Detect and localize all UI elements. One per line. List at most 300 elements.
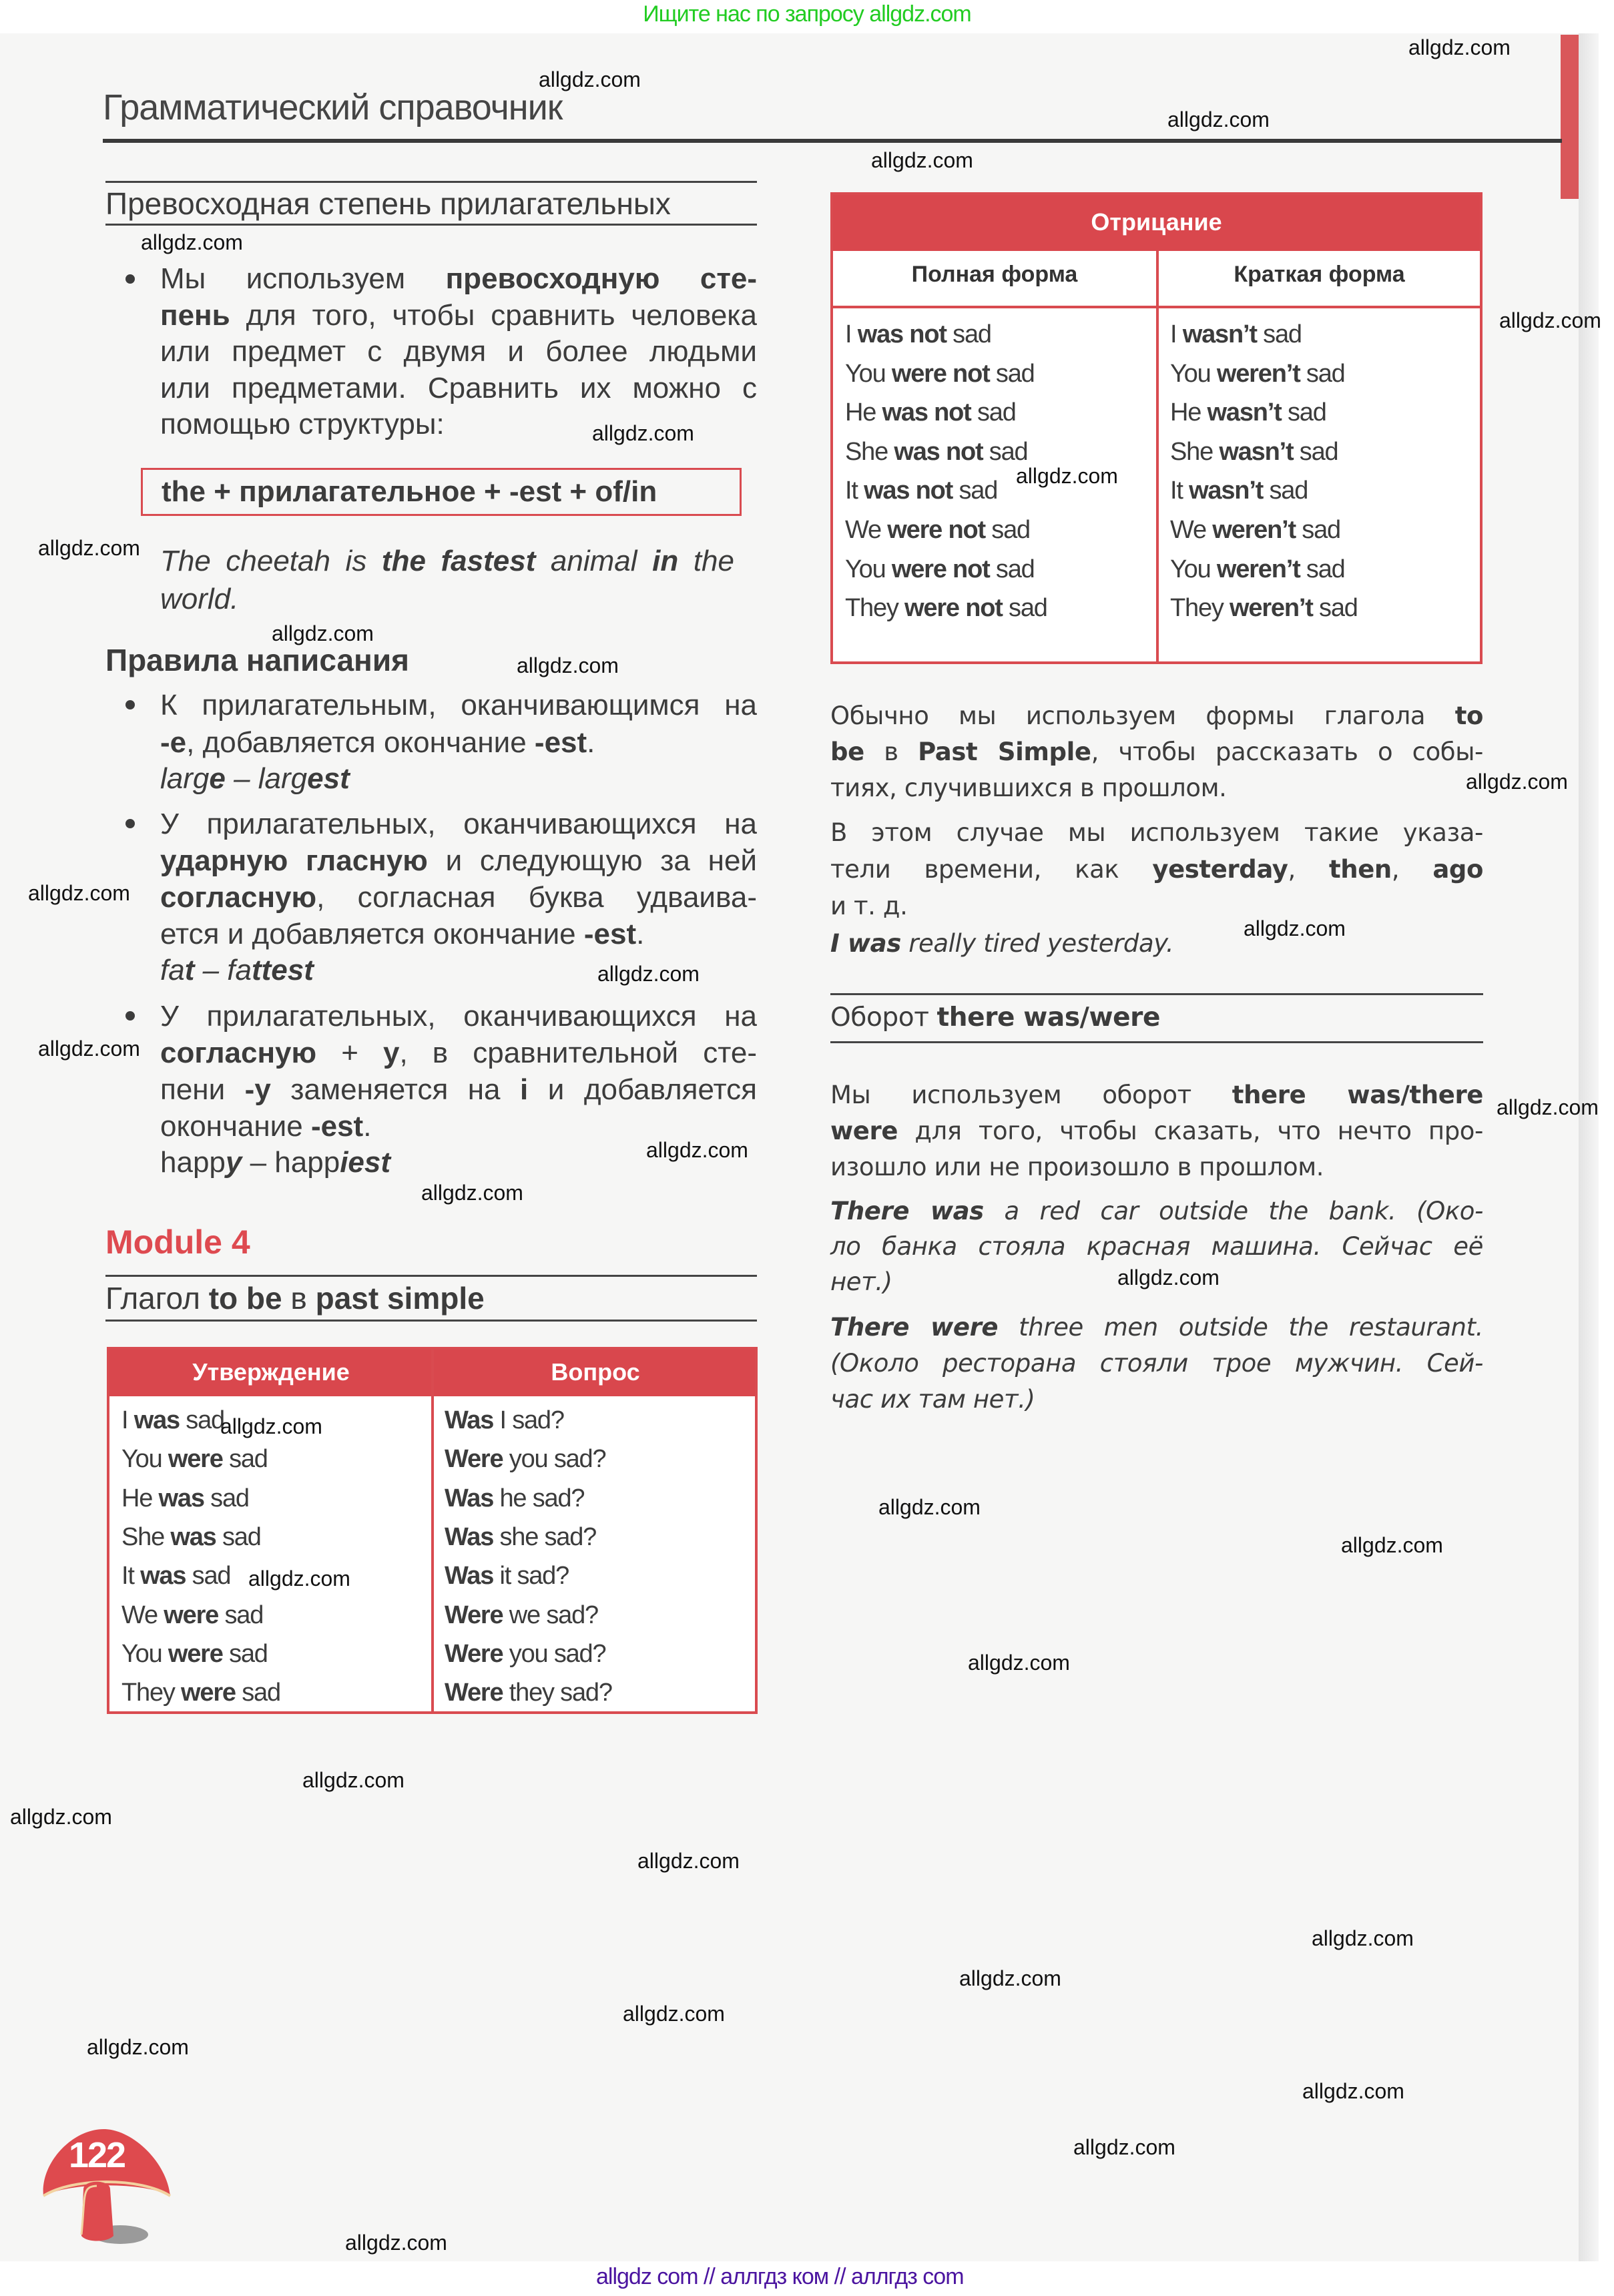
text-run: You — [845, 555, 892, 583]
rule-y-example — [160, 1145, 390, 1181]
text-run: really tired yesterday. — [900, 929, 1174, 958]
text-line — [1170, 553, 1345, 586]
text-run: sad — [222, 1445, 268, 1474]
text-run: Were — [445, 1445, 503, 1474]
text-line — [830, 1346, 1483, 1382]
text-run: There were — [830, 1313, 999, 1342]
text-run: wasn’t — [1189, 477, 1264, 505]
text-run: У прилагательных, оканчивающихся на — [160, 808, 757, 840]
text-run: in — [652, 545, 679, 577]
text-run: – larg — [225, 762, 308, 795]
paragraph-there-was — [830, 1077, 1483, 1185]
watermark: allgdz.com — [272, 621, 374, 645]
text-line — [160, 952, 314, 989]
text-run: were — [830, 1117, 898, 1145]
text-run: , в сравнительной сте- — [399, 1037, 757, 1069]
page-edge-tab — [1561, 35, 1579, 199]
column-header-full: Полная форма — [911, 262, 1078, 287]
table-cell — [445, 1559, 569, 1593]
text-line — [121, 1637, 268, 1671]
text-run: в — [282, 1281, 316, 1316]
text-line — [830, 1113, 1483, 1149]
text-run: пени — [160, 1073, 245, 1106]
text-run: I was — [830, 929, 901, 958]
text-run: there was/there — [1232, 1081, 1483, 1109]
text-run: Were — [445, 1601, 503, 1629]
text-run: then — [1328, 855, 1392, 884]
text-run: Was — [445, 1406, 494, 1434]
text-run: it sad? — [493, 1562, 569, 1591]
text-run: и т. д. — [830, 892, 908, 920]
text-run: Were — [445, 1679, 503, 1707]
page-curl-shade — [1579, 33, 1599, 2261]
example-there-were — [830, 1310, 1483, 1418]
text-run: the + прилагательное + -est + of/in — [162, 475, 657, 508]
text-run: -est — [583, 918, 637, 950]
text-run: Мы используем оборот — [830, 1081, 1232, 1109]
example-sentence — [160, 542, 734, 618]
watermark: allgdz.com — [968, 1651, 1070, 1675]
text-run: ttest — [251, 954, 314, 986]
text-run: Глагол — [105, 1281, 209, 1316]
text-run: для того, чтобы сказать, что нечто про- — [898, 1117, 1483, 1145]
text-line — [160, 687, 757, 724]
text-run: I — [1170, 320, 1183, 348]
footer-links[interactable]: allgdz com // аллгдз ком // аллгдз com — [596, 2264, 964, 2289]
section-title-there-was — [830, 1000, 1160, 1036]
text-line — [160, 1035, 757, 1071]
text-run: there was/were — [936, 1002, 1161, 1033]
text-run: sad — [204, 1484, 249, 1512]
text-line — [1170, 357, 1345, 390]
section-title-to-be — [105, 1280, 485, 1317]
text-line — [160, 542, 734, 580]
text-run: . — [636, 918, 645, 950]
text-run: You — [121, 1639, 168, 1668]
text-run: Were — [445, 1639, 503, 1668]
table-cell — [445, 1482, 584, 1515]
text-line — [160, 370, 757, 407]
text-run: It — [1170, 477, 1189, 505]
table-cell — [445, 1520, 596, 1554]
text-run: ется и добавляется окончание — [160, 918, 584, 950]
text-run: заменяется на — [270, 1073, 521, 1106]
text-run: animal — [535, 545, 653, 577]
text-run: согласную — [160, 1037, 317, 1069]
text-run: sad — [953, 477, 998, 505]
section-divider — [105, 181, 757, 183]
text-run: . — [587, 726, 595, 759]
watermark: allgdz.com — [10, 1805, 112, 1829]
watermark: allgdz.com — [1312, 1926, 1414, 1950]
watermark: allgdz.com — [592, 421, 694, 445]
text-line — [830, 888, 1483, 924]
text-run: we sad? — [503, 1601, 598, 1629]
rule-e-example — [160, 761, 350, 798]
table-cell — [1170, 553, 1345, 586]
text-run: (Около ресторана стояли трое мужчин. Сей- — [830, 1349, 1483, 1378]
text-run: -est — [310, 1110, 364, 1143]
text-run: y — [225, 1146, 242, 1179]
text-run: окончание — [160, 1110, 311, 1143]
watermark: allgdz.com — [1016, 464, 1118, 488]
text-run: were — [168, 1445, 223, 1474]
text-line — [445, 1442, 605, 1476]
page-title: Грамматический справочник — [103, 87, 563, 127]
text-run: was not — [857, 320, 947, 348]
table-cell — [1170, 591, 1358, 625]
header-divider — [833, 306, 1480, 308]
text-run: изошло или не произошло в прошлом. — [830, 1153, 1324, 1181]
text-line — [845, 396, 1016, 429]
text-line — [445, 1637, 605, 1671]
column-header-short: Краткая форма — [1234, 262, 1405, 287]
text-run: ударную гласную — [160, 844, 428, 877]
watermark: allgdz.com — [1117, 1265, 1220, 1289]
text-run: для того, чтобы сравнить человека — [230, 298, 757, 332]
text-line — [1170, 474, 1308, 507]
text-run: the — [678, 545, 734, 577]
text-run: sad — [1256, 320, 1302, 348]
text-run: -est — [534, 726, 587, 759]
table-cell — [445, 1676, 612, 1709]
watermark: allgdz.com — [1466, 770, 1568, 794]
text-line — [121, 1482, 249, 1515]
text-run: , — [1288, 855, 1329, 884]
table-cell — [445, 1404, 564, 1437]
table-cell — [121, 1599, 263, 1632]
text-run: час их там нет.) — [830, 1385, 1035, 1414]
watermark: allgdz.com — [517, 653, 619, 677]
text-run: three men outside the restaurant. — [998, 1313, 1483, 1342]
text-run: sad — [1263, 477, 1308, 505]
text-line — [445, 1482, 584, 1515]
text-run: was not — [894, 437, 983, 466]
text-line — [445, 1520, 596, 1554]
watermark: allgdz.com — [1408, 35, 1511, 59]
text-line — [830, 851, 1483, 888]
text-line — [160, 761, 350, 798]
text-line — [830, 770, 1483, 806]
text-run: sad — [218, 1601, 264, 1629]
text-run: нет.) — [830, 1267, 892, 1296]
text-run: were not — [887, 516, 985, 544]
table-cell — [121, 1637, 268, 1671]
text-run: y — [383, 1037, 400, 1069]
rule-e — [160, 687, 757, 761]
text-line — [845, 553, 1035, 586]
text-line — [160, 879, 757, 916]
text-run: were — [164, 1601, 219, 1629]
text-run: They — [845, 594, 905, 623]
text-run: They — [1170, 594, 1230, 623]
text-line — [160, 806, 757, 842]
text-run: wasn’t — [1207, 398, 1282, 427]
text-run: , согласная буква удваива- — [316, 881, 757, 914]
text-run: I — [845, 320, 858, 348]
text-line — [105, 1280, 485, 1317]
text-run: тели времени, как — [830, 855, 1153, 884]
watermark: allgdz.com — [1073, 2135, 1175, 2159]
table-cell — [845, 553, 1035, 586]
table-cell — [845, 318, 991, 351]
text-run: weren’t — [1216, 359, 1300, 388]
text-run: was — [140, 1562, 186, 1591]
text-run: i — [520, 1073, 529, 1106]
text-run: sad — [946, 320, 991, 348]
text-run: to — [1454, 701, 1483, 730]
column-header-question: Вопрос — [551, 1358, 640, 1386]
column-divider — [431, 1350, 434, 1714]
text-run: sad — [1281, 398, 1326, 427]
text-run: They — [121, 1679, 182, 1707]
table-cell — [845, 474, 997, 507]
watermark: allgdz.com — [38, 536, 140, 560]
paragraph-superlative — [160, 261, 757, 443]
text-run: I — [121, 1406, 134, 1434]
text-run: You — [1170, 555, 1217, 583]
text-run: He — [1170, 398, 1207, 427]
table-cell — [1170, 396, 1326, 429]
text-run: were — [168, 1639, 223, 1668]
text-line — [830, 1193, 1483, 1229]
text-run: ло банка стояла красная машина. Сейчас её — [830, 1232, 1483, 1261]
table-affirmative-question — [107, 1347, 758, 1714]
text-run: She — [845, 437, 894, 466]
text-run: sad — [1312, 594, 1358, 623]
header-divider — [103, 139, 1562, 143]
text-line — [830, 1382, 1483, 1418]
text-run: , чтобы рассказать о собы- — [1091, 738, 1483, 766]
text-run: тиях, случившихся в прошлом. — [830, 774, 1227, 802]
table-cell — [1170, 357, 1345, 390]
text-run: пень — [160, 298, 230, 332]
text-line — [845, 435, 1027, 469]
text-run: We — [845, 516, 888, 544]
watermark: allgdz.com — [597, 962, 700, 986]
text-line — [445, 1404, 564, 1437]
text-run: wasn’t — [1182, 320, 1257, 348]
text-run: wasn’t — [1219, 437, 1294, 466]
table-cell — [121, 1520, 261, 1554]
text-run: We — [121, 1601, 164, 1629]
bullet-icon — [125, 700, 135, 709]
section-divider — [830, 1041, 1483, 1043]
text-line — [845, 318, 991, 351]
watermark: allgdz.com — [421, 1181, 523, 1205]
text-run: -y — [244, 1073, 271, 1106]
rule-y — [160, 998, 757, 1145]
text-line — [121, 1599, 263, 1632]
text-run: У прилагательных, оканчивающихся на — [160, 1000, 757, 1033]
text-run: fa — [160, 954, 185, 986]
text-run: в — [864, 738, 918, 766]
text-line — [830, 1310, 1483, 1346]
text-line — [160, 724, 757, 762]
text-line — [121, 1442, 268, 1476]
text-line — [160, 261, 757, 298]
watermark: allgdz.com — [1244, 916, 1346, 940]
example-sentence — [830, 926, 1173, 962]
text-run: sad — [235, 1679, 280, 1707]
text-run: you sad? — [503, 1445, 606, 1474]
text-run: was — [133, 1406, 180, 1434]
text-line — [830, 1077, 1483, 1113]
text-run: В этом случае мы используем такие указа- — [830, 818, 1483, 847]
section-title: Превосходная степень прилагательных — [105, 186, 671, 221]
table-cell — [1170, 318, 1302, 351]
text-run: He — [845, 398, 882, 427]
text-run: est — [307, 762, 350, 795]
table-cell — [121, 1559, 230, 1593]
text-line — [160, 334, 757, 370]
text-line — [445, 1559, 569, 1593]
text-run: К прилагательным, оканчивающимся на — [160, 689, 757, 722]
table-cell — [121, 1442, 268, 1476]
text-run: she sad? — [493, 1522, 597, 1551]
table-cell — [845, 396, 1016, 429]
text-run: – happ — [242, 1146, 340, 1179]
bullet-icon — [125, 274, 135, 284]
text-run: be — [830, 738, 864, 766]
text-run: She — [1170, 437, 1220, 466]
text-line — [160, 1145, 390, 1181]
text-line — [845, 513, 1030, 547]
text-run: were not — [891, 359, 990, 388]
text-run: he sad? — [493, 1484, 585, 1512]
text-run: It — [845, 477, 864, 505]
text-run: и добавляется — [528, 1073, 757, 1106]
text-run: помощью структуры: — [160, 408, 445, 441]
paragraph-past-simple — [830, 698, 1483, 806]
rule-double-consonant — [160, 806, 757, 952]
text-run: , добавляется окончание — [186, 726, 535, 759]
text-run: You — [121, 1445, 168, 1474]
text-line — [1170, 318, 1302, 351]
text-line — [162, 470, 740, 514]
text-run: – fa — [194, 954, 252, 986]
table-title-negative: Отрицание — [1091, 208, 1222, 236]
text-run: The cheetah is — [160, 545, 382, 577]
text-run: We — [1170, 516, 1213, 544]
watermark: allgdz.com — [1497, 1095, 1599, 1119]
table-negative — [830, 192, 1483, 664]
text-run: Was — [445, 1484, 494, 1512]
text-run: the fastest — [381, 545, 536, 577]
text-run: Оборот — [830, 1002, 937, 1033]
table-cell — [845, 591, 1047, 625]
text-run: -e — [160, 726, 187, 759]
text-run: was — [158, 1484, 204, 1512]
watermark: allgdz.com — [637, 1849, 740, 1873]
table-cell — [445, 1637, 605, 1671]
table-cell — [121, 1404, 224, 1437]
text-run: She — [121, 1522, 171, 1551]
bullet-icon — [125, 819, 135, 828]
text-run: sad — [216, 1522, 261, 1551]
text-run: There was — [830, 1197, 984, 1225]
section-divider — [830, 993, 1483, 995]
text-run: sad — [989, 555, 1035, 583]
text-run: yesterday — [1152, 855, 1288, 884]
text-run: were not — [904, 594, 1003, 623]
table-header — [833, 195, 1480, 251]
text-line — [121, 1404, 224, 1437]
text-line — [160, 842, 757, 879]
text-run: + — [316, 1037, 383, 1069]
text-run: You — [1170, 359, 1217, 388]
text-run: He — [121, 1484, 159, 1512]
watermark: allgdz.com — [28, 881, 130, 905]
page-number-badge — [33, 2122, 180, 2246]
watermark: allgdz.com — [87, 2035, 189, 2059]
text-run: , — [1391, 855, 1433, 884]
page-number: 122 — [68, 2135, 125, 2175]
watermark: allgdz.com — [959, 1966, 1061, 1990]
watermark: allgdz.com — [38, 1037, 140, 1061]
table-cell — [845, 513, 1030, 547]
text-run: were not — [891, 555, 990, 583]
text-run: sad — [179, 1406, 224, 1434]
column-header-affirmative: Утверждение — [192, 1358, 350, 1386]
table-cell — [845, 357, 1035, 390]
text-line — [830, 1229, 1483, 1264]
table-cell — [1170, 513, 1340, 547]
text-line — [1170, 435, 1338, 469]
text-run: e — [209, 762, 226, 795]
text-line — [845, 474, 997, 507]
text-run: they sad? — [503, 1679, 612, 1707]
text-line — [845, 357, 1035, 390]
section-divider — [105, 1320, 757, 1322]
bullet-icon — [125, 1011, 135, 1021]
text-line — [160, 916, 757, 952]
rule-double-consonant-example — [160, 952, 314, 989]
table-cell — [445, 1599, 598, 1632]
column-divider — [1156, 251, 1159, 664]
text-run: past simple — [315, 1281, 485, 1316]
text-run: weren’t — [1216, 555, 1300, 583]
text-run: Мы используем — [160, 262, 446, 295]
text-run: a red car outside the bank. (Око- — [983, 1197, 1483, 1225]
text-run: sad — [1002, 594, 1047, 623]
paragraph-time-markers — [830, 814, 1483, 924]
text-line — [160, 580, 734, 618]
text-run: sad — [1293, 437, 1338, 466]
text-run: to be — [208, 1281, 282, 1316]
text-run: I sad? — [493, 1406, 564, 1434]
text-run: was not — [882, 398, 971, 427]
text-run: Past Simple — [918, 738, 1091, 766]
table-cell — [121, 1676, 280, 1709]
text-run: sad — [1295, 516, 1340, 544]
rules-heading: Правила написания — [105, 643, 409, 677]
text-line — [830, 1000, 1160, 1036]
text-run: или предметами. Сравнить их можно с — [160, 371, 757, 404]
section-divider — [105, 224, 757, 226]
text-run: sad — [186, 1562, 231, 1591]
text-run: согласную — [160, 881, 317, 914]
watermark: allgdz.com — [539, 67, 641, 91]
text-line — [160, 998, 757, 1035]
watermark: allgdz.com — [878, 1495, 981, 1519]
text-run: weren’t — [1212, 516, 1296, 544]
text-run: sad — [983, 437, 1028, 466]
text-line — [445, 1676, 612, 1709]
text-run: iest — [340, 1146, 391, 1179]
text-run: sad — [1300, 359, 1345, 388]
text-run: Обычно мы используем формы глагола — [830, 701, 1455, 730]
